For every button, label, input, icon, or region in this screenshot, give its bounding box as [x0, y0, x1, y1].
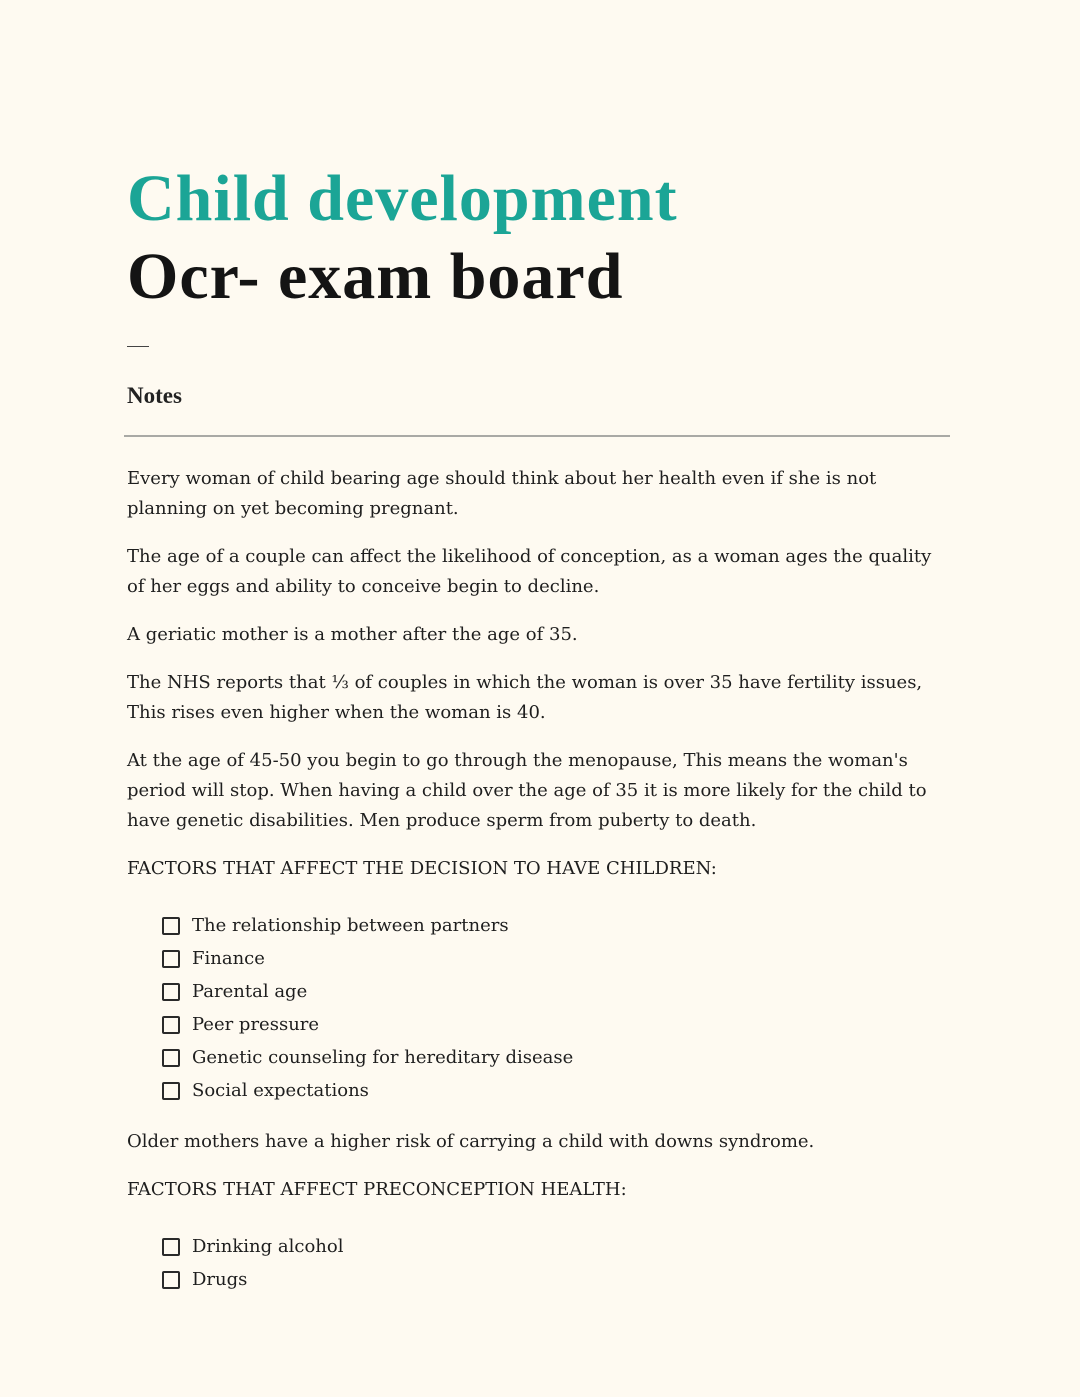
- checklist-children-factors: [127, 909, 949, 1107]
- checkbox[interactable]: [162, 1049, 180, 1067]
- checkbox[interactable]: [162, 1271, 180, 1289]
- checklist-item-label: Finance: [192, 948, 265, 969]
- checklist-item: [162, 942, 949, 975]
- checkbox[interactable]: [162, 950, 180, 968]
- checklist-item: [162, 909, 949, 942]
- checkbox[interactable]: [162, 983, 180, 1001]
- section-heading-health-factors: FACTORS THAT AFFECT PRECONCEPTION HEALTH:: [127, 1179, 627, 1200]
- checklist-item: [162, 1074, 949, 1107]
- checklist-item-label: The relationship between partners: [192, 915, 509, 936]
- checklist-item: [162, 975, 949, 1008]
- document-page: [127, 160, 949, 1296]
- notes-heading: Notes: [127, 383, 182, 408]
- checklist-item: [162, 1008, 949, 1041]
- document-title: Child development: [127, 162, 678, 235]
- checkbox[interactable]: [162, 1082, 180, 1100]
- checkbox[interactable]: [162, 1238, 180, 1256]
- document-subtitle: Ocr- exam board: [127, 240, 624, 313]
- checklist-item-label: Parental age: [192, 981, 308, 1002]
- paragraph: Older mothers have a higher risk of carrying a child with downs syndrome.: [127, 1131, 815, 1152]
- paragraph: A geriatic mother is a mother after the age of 35.: [127, 624, 578, 645]
- paragraph: The NHS reports that ⅓ of couples in which the woman is over 35 have fertility issues, This rises even higher when the woman is 40.: [127, 672, 923, 723]
- paragraph: At the age of 45-50 you begin to go through the menopause, This means the woman's period will stop. When having a child over the age of 35 it is more likely for the child to have genetic disabilities. Men produce sperm from puberty to death.: [127, 750, 927, 831]
- section-divider: [124, 435, 950, 437]
- checklist-item-label: Drugs: [192, 1269, 248, 1290]
- checklist-item-label: Drinking alcohol: [192, 1236, 344, 1257]
- checklist-item: [162, 1230, 949, 1263]
- checkbox[interactable]: [162, 1016, 180, 1034]
- checklist-item-label: Genetic counseling for hereditary disease: [192, 1047, 574, 1068]
- checklist-item-label: Social expectations: [192, 1080, 369, 1101]
- checklist-item: [162, 1263, 949, 1296]
- paragraph: The age of a couple can affect the likelihood of conception, as a woman ages the quality of her eggs and ability to conceive begin to decline.: [127, 546, 932, 597]
- checklist-item-label: Peer pressure: [192, 1014, 320, 1035]
- paragraph: Every woman of child bearing age should think about her health even if she is not planning on yet becoming pregnant.: [127, 468, 877, 519]
- checkbox[interactable]: [162, 917, 180, 935]
- checklist-item: [162, 1041, 949, 1074]
- section-heading-children-factors: FACTORS THAT AFFECT THE DECISION TO HAVE CHILDREN:: [127, 858, 717, 879]
- checklist-health-factors: [127, 1230, 949, 1296]
- short-divider: [127, 346, 149, 347]
